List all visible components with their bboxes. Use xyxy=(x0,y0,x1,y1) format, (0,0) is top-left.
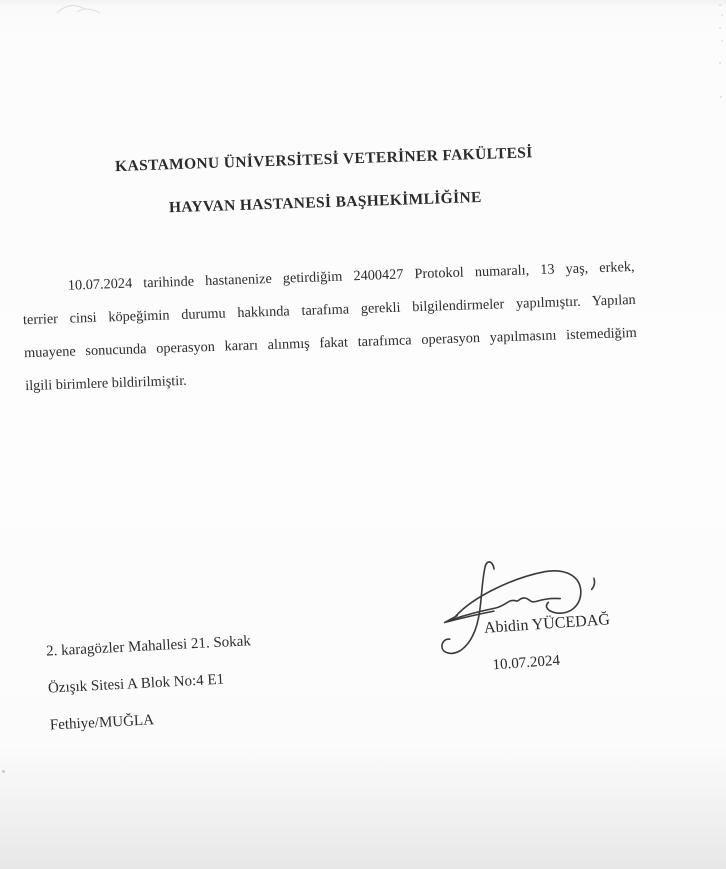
body-line-3: muayene sonucunda operasyon kararı alınmış fakat tarafımca operasyon yapılmasını istemediğim xyxy=(23,324,638,362)
scan-dot-artifact xyxy=(2,770,5,773)
signature-date: 10.07.2024 xyxy=(492,652,561,674)
scan-smudge-artifact xyxy=(55,1,103,17)
sender-address xyxy=(46,633,255,734)
body-line-4: ilgili birimlere bildirilmiştir. xyxy=(24,372,188,395)
address-line-1: 2. karagözler Mahallesi 21. Sokak xyxy=(45,633,252,660)
scan-speck-artifact xyxy=(719,62,721,64)
title-line-2: HAYVAN HASTANESİ BAŞHEKİMLİĞİNE xyxy=(168,188,482,217)
title-line-1: KASTAMONU ÜNİVERSİTESİ VETERİNER FAKÜLTESİ xyxy=(114,144,533,176)
signature-block xyxy=(416,544,635,698)
address-line-3: Fethiye/MUĞLA xyxy=(49,712,155,734)
body-line-1: 10.07.2024 tarihinde hastanenize getirdiğim 2400427 Protokol numaralı, 13 yaş, erkek, xyxy=(67,258,635,294)
body-line-2: terrier cinsi köpeğimin durumu hakkında tarafıma gerekli bilgilendirmeler yapılmıştır. Yapılan xyxy=(22,291,636,329)
scan-speck-artifact xyxy=(721,14,723,16)
scan-speck-artifact xyxy=(719,27,721,29)
letter-title xyxy=(18,141,632,221)
scan-speck-artifact xyxy=(719,4,721,6)
letter-body xyxy=(21,251,638,403)
signer-name: Abidin YÜCEDAĞ xyxy=(483,611,611,637)
address-line-2: Özışık Sitesi A Blok No:4 E1 xyxy=(47,671,225,697)
handwritten-signature-icon xyxy=(416,545,613,673)
scan-speck-artifact xyxy=(720,96,722,98)
scan-speck-artifact xyxy=(721,40,723,42)
